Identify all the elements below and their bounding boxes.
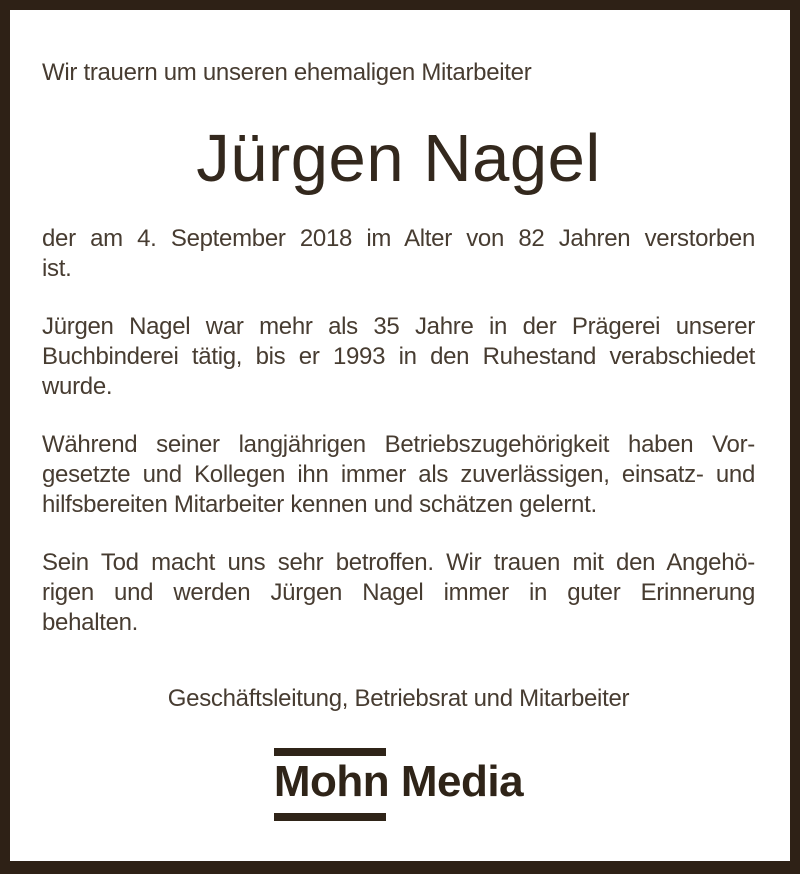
mohn-media-logo — [274, 748, 523, 821]
paragraph-line: Buchbinderei tätig, bis er 1993 in den Ruhestand verabschiedet — [42, 343, 755, 370]
paragraph-line: Sein Tod macht uns sehr betroffen. Wir trauen mit den Angehö- — [42, 549, 755, 576]
paragraph-line: Während seiner langjährigen Betriebszugehörigkeit haben Vor- — [42, 431, 755, 458]
obituary-paragraph — [42, 224, 755, 284]
paragraph-line: der am 4. September 2018 im Alter von 82 Jahren verstorben — [42, 225, 755, 252]
logo-container — [42, 748, 755, 821]
paragraph-line: hilfsbereiten Mitarbeiter kennen und schätzen gelernt. — [42, 491, 597, 518]
logo-bar-top — [274, 748, 386, 756]
obituary-paragraph — [42, 312, 755, 402]
intro-text: Wir trauern um unseren ehemaligen Mitarbeiter — [42, 59, 532, 86]
paragraph-line: Jürgen Nagel war mehr als 35 Jahre in der Prägerei unserer — [42, 313, 755, 340]
obituary-paragraph — [42, 548, 755, 638]
signature-text: Geschäftsleitung, Betriebsrat und Mitarbeiter — [167, 685, 630, 712]
paragraph-line: ist. — [42, 255, 72, 282]
deceased-name: Jürgen Nagel — [196, 121, 601, 196]
paragraph-line: wurde. — [42, 373, 113, 400]
notice-content — [10, 10, 790, 861]
logo-text: Mohn Media — [273, 757, 524, 806]
logo-bar-bottom — [274, 813, 386, 821]
paragraph-line: rigen und werden Jürgen Nagel immer in guter Erinnerung — [42, 579, 755, 606]
obituary-paragraph — [42, 430, 755, 520]
paragraph-line: behalten. — [42, 609, 139, 636]
paragraph-line: gesetzte und Kollegen ihn immer als zuverlässigen, einsatz- und — [42, 461, 755, 488]
